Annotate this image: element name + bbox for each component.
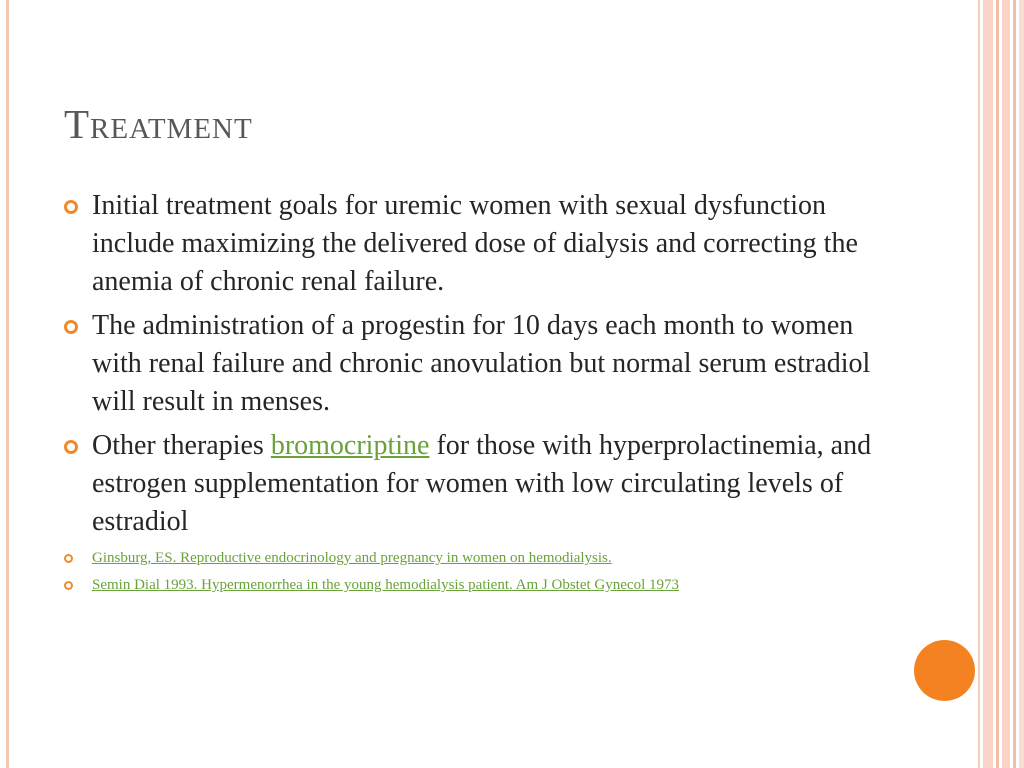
bullet-item [62,427,882,541]
bullet-text-post: for those with hyperprolactinemia, and estrogen supplementation for women with low circulating levels of estradiol [92,430,872,537]
slide-title: Treatment [64,101,253,147]
right-decorative-stripe [978,0,980,768]
bullet-text: The administration of a progestin for 10 days each month to women with renal failure and chronic anovulation but normal serum estradiol will result in menses. [92,310,871,417]
bullet-list [62,187,882,601]
right-decorative-stripe [996,0,999,768]
right-decorative-stripe [1013,0,1016,768]
bullet-ring-icon [62,549,92,568]
bullet-ring-icon [62,307,92,345]
orange-circle-decoration [914,640,975,701]
bromocriptine-link[interactable]: bromocriptine [270,430,430,461]
reference-link[interactable]: Ginsburg, ES. Reproductive endocrinology and pregnancy in women on hemodialysis. [92,550,612,566]
bullet-ring-icon [62,427,92,465]
right-decorative-stripe [983,0,993,768]
bullet-text [92,427,882,541]
right-decorative-stripe [1019,0,1024,768]
bullet-text: Initial treatment goals for uremic women with sexual dysfunction include maximizing the delivered dose of dialysis and correcting the anemia of chronic renal failure. [92,190,858,297]
reference-item [62,549,882,568]
left-decorative-stripe [6,0,9,768]
reference-item [62,576,882,595]
right-decorative-stripe [1002,0,1010,768]
bullet-ring-icon [62,576,92,595]
bullet-ring-icon [62,187,92,225]
bullet-text-pre: Other therapies [92,430,271,461]
bullet-item [62,307,882,421]
reference-link[interactable]: Semin Dial 1993. Hypermenorrhea in the young hemodialysis patient. Am J Obstet Gynecol 1973 [92,577,679,593]
bullet-item [62,187,882,301]
